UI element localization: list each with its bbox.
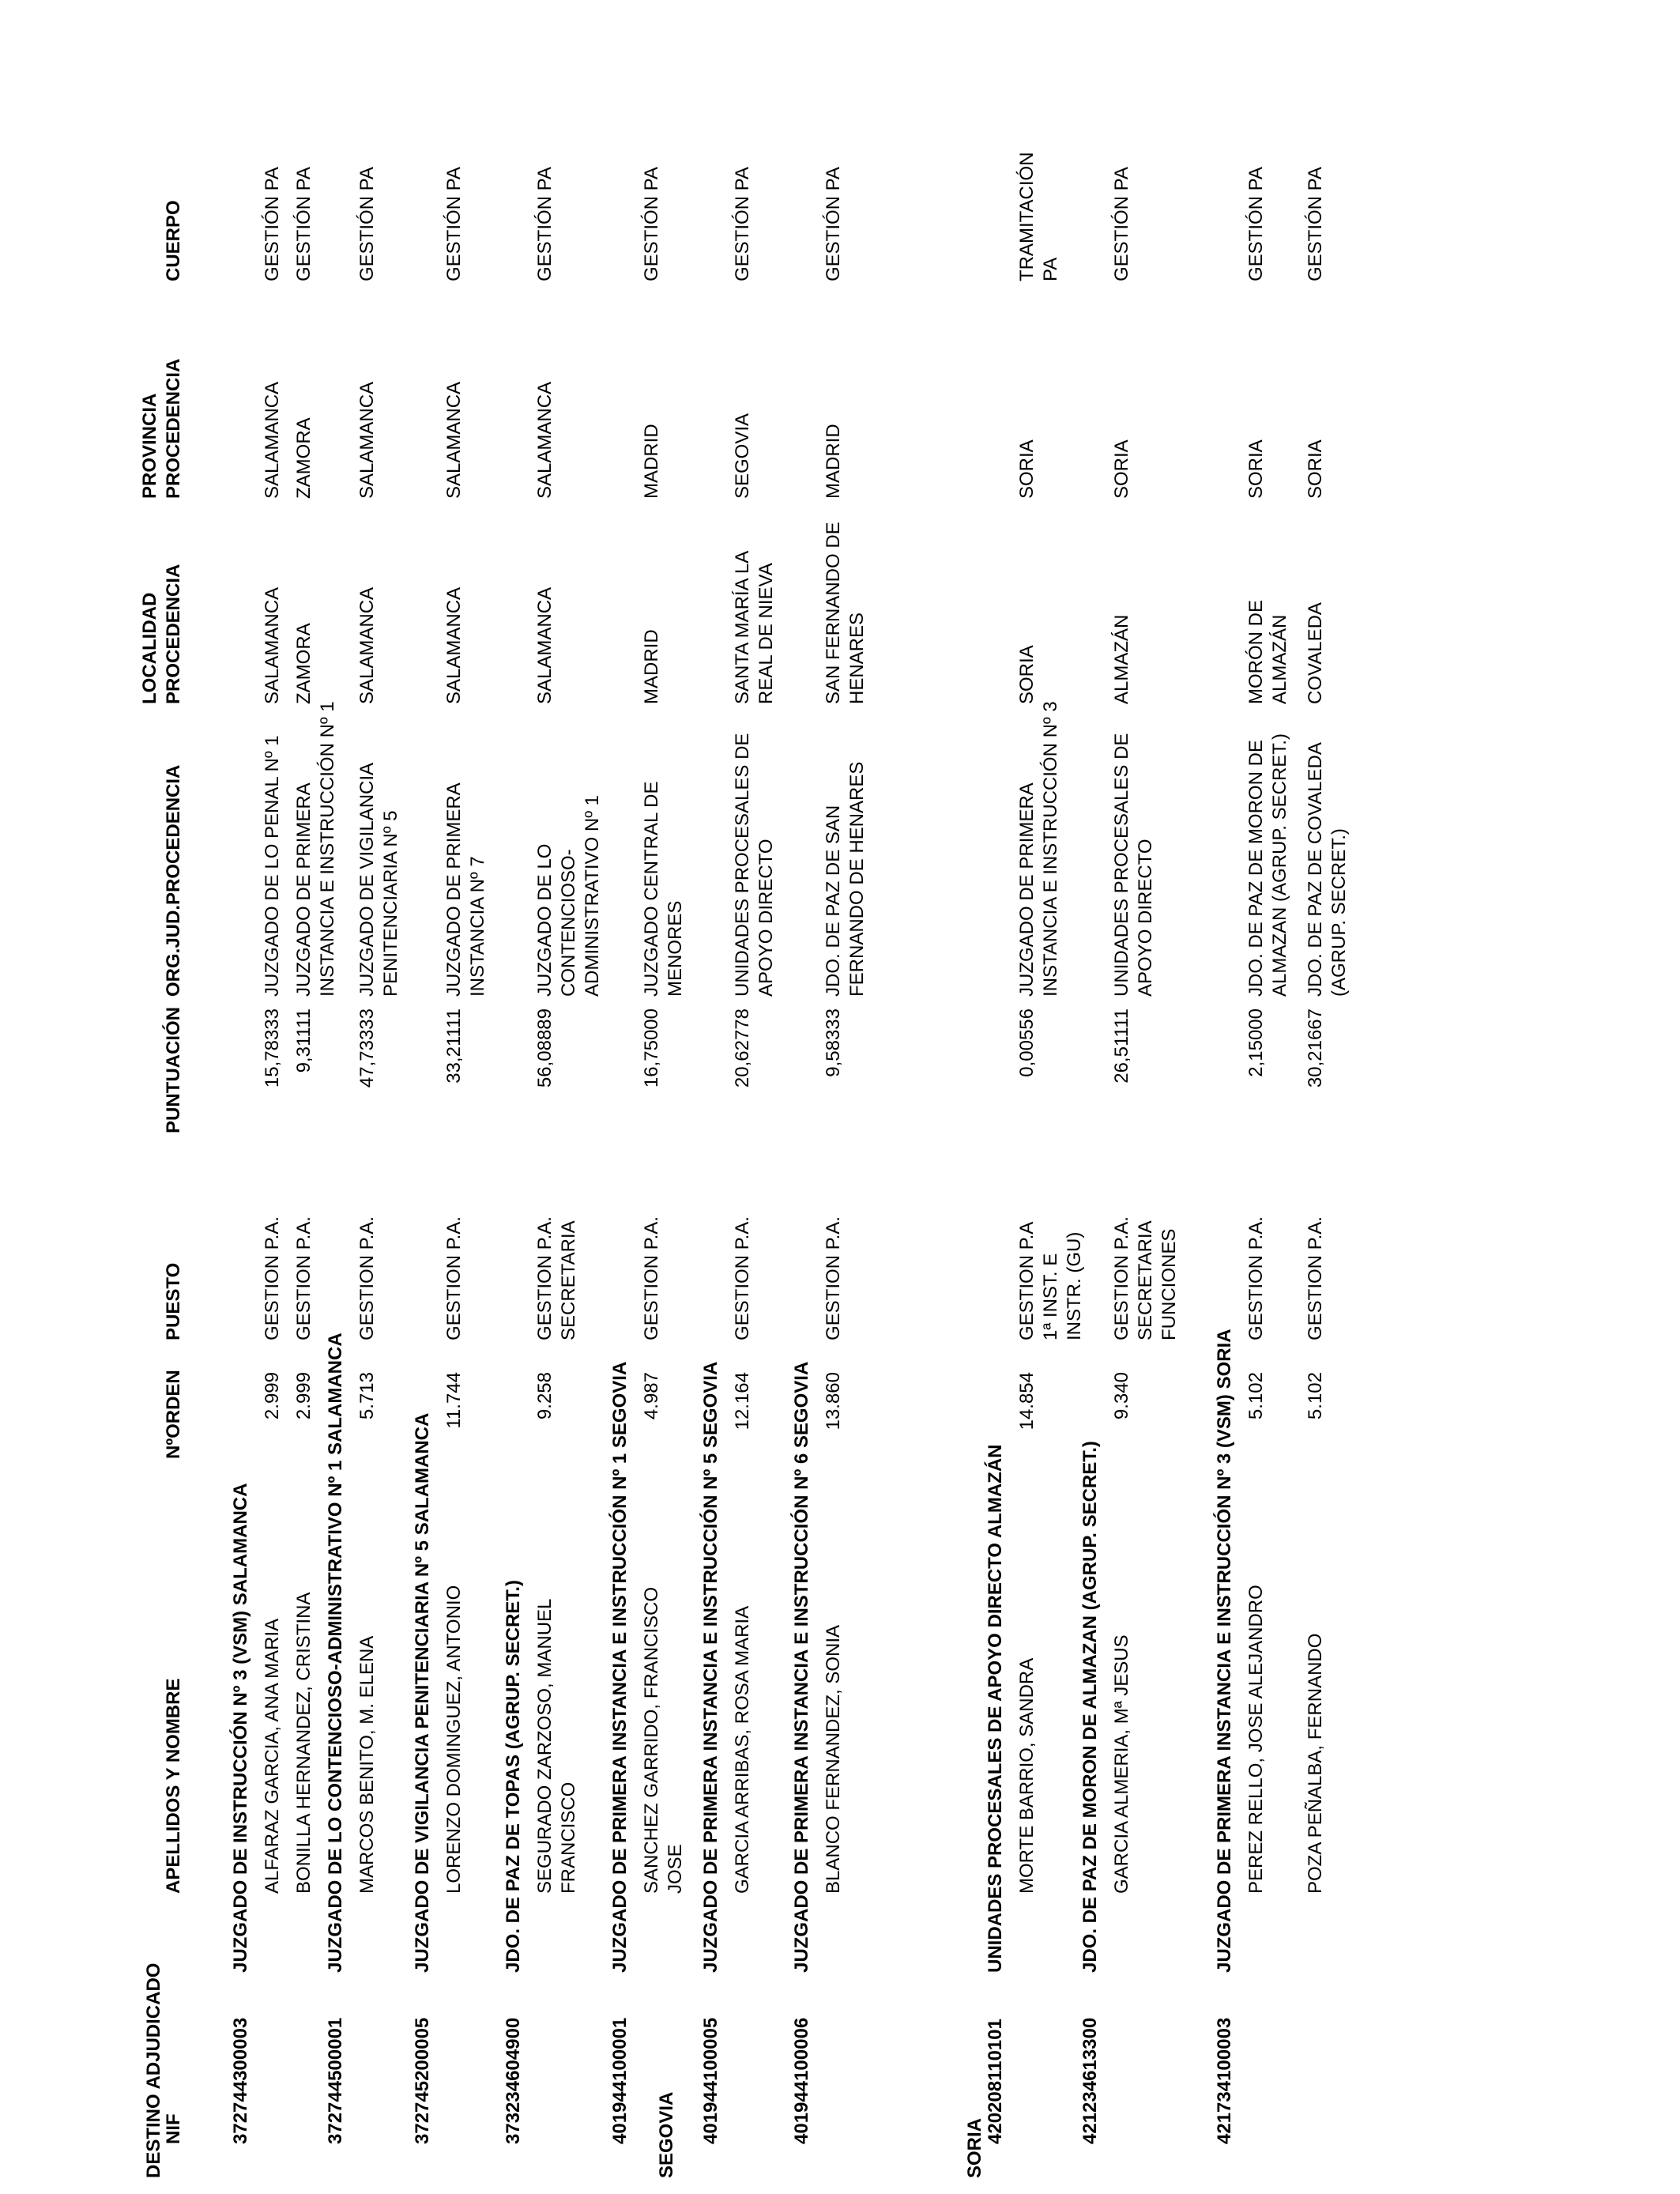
- header-nombre: APELLIDOS Y NOMBRE: [163, 1678, 184, 1894]
- cell-org-jud: JUZGADO DE VIGILANCIA PENITENCIARIA Nº 5: [356, 763, 401, 997]
- group-organo: UNIDADES PROCESALES DE APOYO DIRECTO ALMAZÁN: [985, 1444, 1006, 1973]
- cell-provincia: SORIA: [1111, 439, 1132, 499]
- cell-puntuacion: 9,31111: [293, 1008, 315, 1073]
- header-localidad: LOCALIDAD PROCEDENCIA: [139, 564, 184, 704]
- group-nif: 372744500001: [325, 2017, 346, 2144]
- cell-org-jud: JUZGADO DE LO PENAL Nº 1: [262, 735, 283, 997]
- group-organo: JUZGADO DE VIGILANCIA PENITENCIARIA Nº 5 SALAMANCA: [412, 1412, 433, 1973]
- cell-localidad: SALAMANCA: [262, 586, 283, 704]
- cell-name: LORENZO DOMINGUEZ, ANTONIO: [443, 1585, 465, 1894]
- cell-cuerpo: GESTIÓN PA: [1245, 167, 1267, 281]
- cell-localidad: MADRID: [641, 629, 662, 704]
- cell-puesto: GESTION P.A.: [1245, 1216, 1267, 1340]
- cell-name: MORTE BARRIO, SANDRA: [1016, 1657, 1038, 1894]
- cell-puesto: GESTION P.A.: [443, 1216, 465, 1340]
- cell-puesto: GESTION P.A.: [356, 1216, 378, 1340]
- cell-puntuacion: 2,15000: [1245, 1008, 1267, 1077]
- header-nif: NIF: [163, 2113, 184, 2144]
- group-nif: 420208110101: [985, 2019, 1006, 2144]
- cell-cuerpo: GESTIÓN PA: [356, 167, 378, 281]
- cell-localidad: COVALEDA: [1305, 602, 1326, 704]
- group-organo: JDO. DE PAZ DE MORON DE ALMAZAN (AGRUP. SECRET.): [1079, 1441, 1101, 1973]
- cell-name: SEGURADO ZARZOSO, MANUEL FRANCISCO: [534, 1599, 579, 1894]
- group-organo: JDO. DE PAZ DE TOPAS (AGRUP. SECRET.): [503, 1580, 524, 1973]
- cell-orden: 9.258: [534, 1372, 556, 1420]
- header-org-jud: ORG.JUD.PROCEDENCIA: [163, 764, 184, 997]
- cell-org-jud: JDO. DE PAZ DE COVALEDA (AGRUP. SECRET.): [1305, 743, 1350, 997]
- cell-org-jud: JDO. DE PAZ DE MORON DE ALMAZAN (AGRUP. SECRET.): [1245, 733, 1290, 997]
- cell-puesto: GESTION P.A.: [293, 1216, 315, 1340]
- cell-puntuacion: 20,62778: [732, 1008, 753, 1088]
- cell-org-jud: JDO. DE PAZ DE SAN FERNANDO DE HENARES: [823, 761, 868, 997]
- cell-puntuacion: 33,21111: [443, 1008, 465, 1084]
- cell-provincia: SORIA: [1305, 439, 1326, 499]
- cell-provincia: SORIA: [1016, 439, 1038, 499]
- cell-cuerpo: GESTIÓN PA: [293, 167, 315, 281]
- cell-org-jud: JUZGADO DE PRIMERA INSTANCIA E INSTRUCCIÓN Nº 3: [1016, 701, 1061, 997]
- cell-name: SANCHEZ GARRIDO, FRANCISCO JOSE: [641, 1586, 686, 1894]
- group-organo: JUZGADO DE PRIMERA INSTANCIA E INSTRUCCIÓN Nº 1 SEGOVIA: [609, 1361, 631, 1973]
- cell-provincia: ZAMORA: [293, 417, 315, 499]
- cell-localidad: MORÓN DE ALMAZÁN: [1245, 600, 1290, 704]
- cell-cuerpo: GESTIÓN PA: [732, 167, 753, 281]
- cell-cuerpo: GESTIÓN PA: [823, 167, 844, 281]
- group-nif: 401944100001: [609, 2017, 631, 2144]
- cell-localidad: SALAMANCA: [534, 586, 556, 704]
- cell-puntuacion: 9,58333: [823, 1008, 844, 1077]
- cell-name: BONILLA HERNANDEZ, CRISTINA: [293, 1592, 315, 1894]
- header-cuerpo: CUERPO: [163, 200, 184, 281]
- group-nif: 372745200005: [412, 2017, 433, 2144]
- region-segovia: SEGOVIA: [656, 2091, 677, 2178]
- cell-orden: 2.999: [262, 1372, 283, 1420]
- group-organo: JUZGADO DE PRIMERA INSTANCIA E INSTRUCCIÓN Nº 5 SEGOVIA: [700, 1361, 721, 1973]
- cell-puesto: GESTION P.A.: [732, 1216, 753, 1340]
- cell-org-jud: JUZGADO DE PRIMERA INSTANCIA E INSTRUCCIÓN Nº 1: [293, 701, 338, 997]
- group-nif: 372744300003: [230, 2017, 251, 2144]
- cell-cuerpo: GESTIÓN PA: [1305, 167, 1326, 281]
- cell-puntuacion: 47,73333: [356, 1008, 378, 1088]
- group-organo: JUZGADO DE LO CONTENCIOSO-ADMINISTRATIVO Nº 1 SALAMANCA: [325, 1333, 346, 1973]
- header-provincia: PROVINCIA PROCEDENCIA: [139, 358, 184, 499]
- cell-puntuacion: 15,78333: [262, 1008, 283, 1088]
- cell-orden: 9.340: [1111, 1372, 1132, 1420]
- group-nif: 373234604900: [503, 2017, 524, 2144]
- cell-provincia: SALAMANCA: [534, 381, 556, 499]
- cell-puesto: GESTION P.A.: [823, 1216, 844, 1340]
- header-orden: NºORDEN: [163, 1370, 184, 1459]
- cell-localidad: ZAMORA: [293, 623, 315, 704]
- cell-orden: 5.102: [1245, 1372, 1267, 1420]
- group-nif: 401944100005: [700, 2017, 721, 2144]
- cell-org-jud: JUZGADO DE LO CONTENCIOSO-ADMINISTRATIVO Nº 1: [534, 794, 603, 997]
- cell-orden: 12.164: [732, 1372, 753, 1431]
- group-nif: 401944100006: [791, 2017, 812, 2144]
- cell-name: BLANCO FERNANDEZ, SONIA: [823, 1624, 844, 1894]
- cell-puesto: GESTION P.A. SECRETARIA FUNCIONES: [1111, 1216, 1180, 1340]
- cell-orden: 14.854: [1016, 1372, 1038, 1431]
- region-soria: SORIA: [964, 2117, 985, 2178]
- cell-orden: 4.987: [641, 1372, 662, 1420]
- header-puesto: PUESTO: [163, 1262, 184, 1340]
- cell-localidad: SANTA MARÍA LA REAL DE NIEVA: [732, 552, 777, 704]
- cell-cuerpo: GESTIÓN PA: [443, 167, 465, 281]
- cell-name: GARCIA ALMERIA, Mª JESUS: [1111, 1634, 1132, 1894]
- cell-cuerpo: GESTIÓN PA: [641, 167, 662, 281]
- cell-name: MARCOS BENITO, M. ELENA: [356, 1635, 378, 1894]
- cell-provincia: MADRID: [641, 424, 662, 499]
- cell-name: PEREZ RELLO, JOSE ALEJANDRO: [1245, 1585, 1267, 1894]
- cell-localidad: SORIA: [1016, 645, 1038, 704]
- cell-orden: 2.999: [293, 1372, 315, 1420]
- header-puntuacion: PUNTUACIÓN: [163, 1007, 184, 1133]
- cell-cuerpo: GESTIÓN PA: [534, 167, 556, 281]
- cell-puntuacion: 30,21667: [1305, 1008, 1326, 1088]
- cell-provincia: SALAMANCA: [443, 381, 465, 499]
- cell-orden: 11.744: [443, 1372, 465, 1429]
- cell-org-jud: UNIDADES PROCESALES DE APOYO DIRECTO: [732, 733, 777, 997]
- group-organo: JUZGADO DE PRIMERA INSTANCIA E INSTRUCCIÓN Nº 6 SEGOVIA: [791, 1361, 812, 1973]
- group-nif: 421234613300: [1079, 2017, 1101, 2144]
- cell-puesto: GESTION P.A.: [1305, 1216, 1326, 1340]
- cell-provincia: SEGOVIA: [732, 413, 753, 499]
- cell-localidad: ALMAZÁN: [1111, 614, 1132, 704]
- group-organo: JUZGADO DE PRIMERA INSTANCIA E INSTRUCCIÓN Nº 3 (VSM) SORIA: [1214, 1329, 1235, 1973]
- cell-puntuacion: 16,75000: [641, 1008, 662, 1088]
- cell-cuerpo: TRAMITACIÓN PA: [1016, 152, 1061, 281]
- cell-org-jud: JUZGADO CENTRAL DE MENORES: [641, 781, 686, 997]
- title: DESTINO ADJUDICADO: [143, 1962, 164, 2178]
- cell-org-jud: JUZGADO DE PRIMERA INSTANCIA Nº 7: [443, 783, 488, 997]
- cell-name: POZA PEÑALBA, FERNANDO: [1305, 1633, 1326, 1894]
- cell-puesto: GESTION P.A.: [262, 1216, 283, 1340]
- cell-puesto: GESTION P.A 1ª INST. E INSTR. (GU): [1016, 1223, 1085, 1340]
- cell-puesto: GESTION P.A. SECRETARIA: [534, 1216, 579, 1340]
- cell-localidad: SALAMANCA: [356, 586, 378, 704]
- cell-org-jud: UNIDADES PROCESALES DE APOYO DIRECTO: [1111, 733, 1156, 997]
- cell-cuerpo: GESTIÓN PA: [262, 167, 283, 281]
- cell-localidad: SAN FERNANDO DE HENARES: [823, 522, 868, 704]
- cell-localidad: SALAMANCA: [443, 586, 465, 704]
- cell-provincia: SALAMANCA: [262, 381, 283, 499]
- cell-puntuacion: 0,00556: [1016, 1008, 1038, 1077]
- cell-puntuacion: 26,51111: [1111, 1008, 1132, 1084]
- cell-name: GARCIA ARRIBAS, ROSA MARIA: [732, 1605, 753, 1894]
- cell-provincia: SALAMANCA: [356, 381, 378, 499]
- cell-puntuacion: 56,08889: [534, 1008, 556, 1088]
- cell-cuerpo: GESTIÓN PA: [1111, 167, 1132, 281]
- cell-name: ALFARAZ GARCIA, ANA MARIA: [262, 1618, 283, 1894]
- group-organo: JUZGADO DE INSTRUCCIÓN Nº 3 (VSM) SALAMANCA: [230, 1483, 251, 1973]
- cell-provincia: MADRID: [823, 424, 844, 499]
- cell-puesto: GESTION P.A.: [641, 1216, 662, 1340]
- cell-orden: 5.713: [356, 1372, 378, 1420]
- cell-orden: 13.860: [823, 1372, 844, 1431]
- cell-orden: 5.102: [1305, 1372, 1326, 1420]
- cell-provincia: SORIA: [1245, 439, 1267, 499]
- group-nif: 421734100003: [1214, 2017, 1235, 2144]
